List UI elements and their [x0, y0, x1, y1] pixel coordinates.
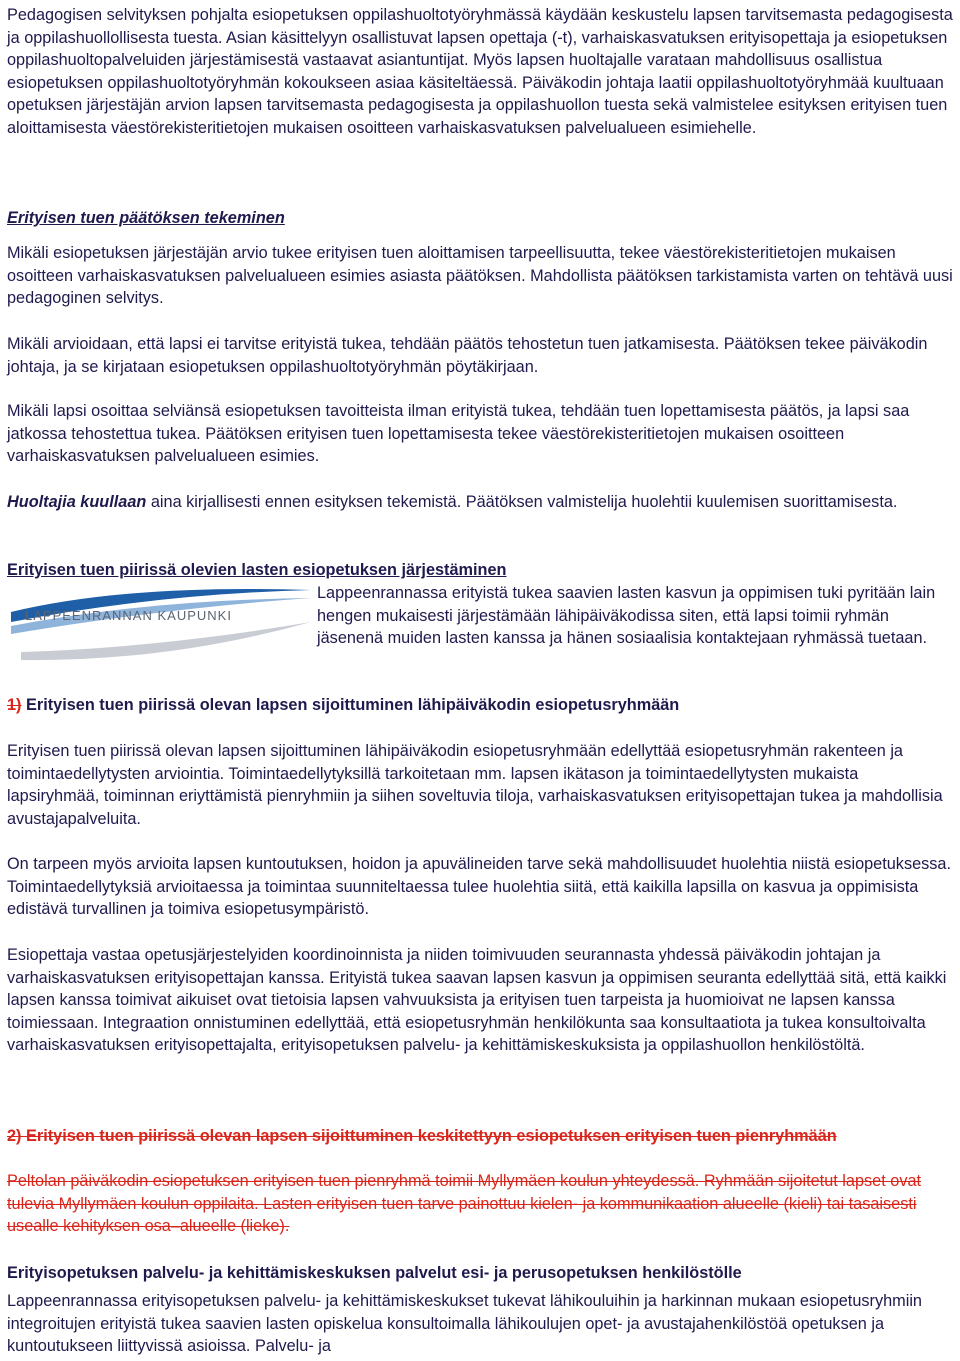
placement1-paragraph-1: Erityisen tuen piirissä olevan lapsen sijoittuminen lähipäiväkodin esiopetusryhmään edellyttää esiopetusryhmän rakenteen ja toimintaedellytysten arviointia. Toimintaedellytyksillä tarkoitetaan mm. lapsen ikätason ja toimintaedellytysten mukaista lapsiryhmää, toiminnan eriyttämistä pienryhmiin ja siihen soveltuvia tiloja, varhaiskasvatuksen erityisopettajan tukea ja mahdollisia avustajapalveluita.	[7, 742, 943, 828]
decision-paragraph-2: Mikäli arvioidaan, että lapsi ei tarvitse erityistä tukea, tehdään päätös tehostetun tuen jatkamisesta. Päätöksen tekee päiväkodin johtaja, ja se kirjataan esiopetuksen oppilashuoltotyöryhmän pöytäkirjaan.	[7, 335, 928, 376]
city-logo-graphic	[7, 582, 315, 670]
decision-paragraph-1: Mikäli esiopetuksen järjestäjän arvio tukee erityisen tuen aloittamisen tarpeellisuutta, tekee väestörekisteritietojen mukaisen osoitteen varhaiskasvatuksen palvelualueen esimies asiasta päätöksen. Mahdollista päätöksen tarkistamista varten on tehtävä uusi pedagoginen selvitys.	[7, 244, 953, 308]
guardians-heard-emphasis: Huoltajia kuullaan	[7, 493, 147, 511]
services-paragraph-1: Lappeenrannassa erityisopetuksen palvelu- ja kehittämiskeskukset tukevat lähikouluihin ja harkinnan mukaan esiopetusryhmiin integroitujen erityistä tukea saavien lasten opiskelua konsultoimalla lähikoulujen opet- ja avustajahenkilöstöä opetuksen ja kuntoutukseen liittyvissä asioissa. Palvelu- ja	[7, 1292, 922, 1356]
placement2-paragraph-1: Peltolan päiväkodin esiopetuksen erityisen tuen pienryhmä toimii Myllymäen koulun yhteydessä. Ryhmään sijoitetut lapset ovat tulevia Myllymäen koulun oppilaita. Lasten erityisen tuen tarve painottuu kielen- ja kommunikaation alueelle (kieli) tai tasaisesti usealle kehityksen osa–alueelle (lieke).	[7, 1172, 922, 1236]
heading-placement-2: 2) Erityisen tuen piirissä olevan lapsen sijoittuminen keskitettyyn esiopetuksen erityisen tuen pienryhmään	[7, 1127, 837, 1145]
decision-paragraph-4-text: aina kirjallisesti ennen esityksen tekemistä. Päätöksen valmistelija huolehtii kuulemisen suorittamisesta.	[146, 493, 898, 511]
heading-arrangement: Erityisen tuen piirissä olevien lasten esiopetuksen järjestäminen	[7, 561, 507, 579]
arrangement-side-text: Lappeenrannassa erityistä tukea saavien lasten kasvun ja oppimisen tuki pyritään lain hengen mukaisesti järjestämään lähipäiväkodissa siten, että lapsi toimii ryhmän jäsenenä muiden lasten kanssa ja hänen sosiaalisia kontaktejaan ryhmässä tuetaan.	[317, 584, 936, 648]
city-logo	[7, 582, 315, 670]
heading-decision: Erityisen tuen päätöksen tekeminen	[7, 209, 285, 227]
heading-placement-1-text: Erityisen tuen piirissä olevan lapsen sijoittuminen lähipäiväkodin esiopetusryhmään	[21, 696, 680, 714]
heading-services: Erityisopetuksen palvelu- ja kehittämiskeskuksen palvelut esi- ja perusopetuksen henkilöstölle	[7, 1264, 742, 1282]
placement1-paragraph-2: On tarpeen myös arvioita lapsen kuntoutuksen, hoidon ja apuvälineiden tarve sekä mahdollisuudet huolehtia niistä esiopetuksessa. Toimintaedellytyksiä arvioitaessa ja toimintaa suunniteltaessa tulee huolehtia siitä, että kaikilla lapsilla on kasvua ja oppimisista edistävä turvallinen ja toimiva esiopetusympäristö.	[7, 855, 952, 919]
decision-paragraph-4	[7, 491, 955, 514]
intro-paragraph: Pedagogisen selvityksen pohjalta esiopetuksen oppilashuoltotyöryhmässä käydään keskustelu lapsen tarvitsemasta pedagogisesta ja oppilashuollollisesta tuesta. Asian käsittelyyn osallistuvat lapsen opettaja (-t), varhaiskasvatuksen erityisopettaja ja esiopetuksen oppilashuoltopalveluiden järjestämisestä vastaavat asiantuntijat. Myös lapsen huoltajalle varataan mahdollisuus osallistua esiopetuksen oppilashuoltotyöryhmän kokoukseen asiaa käsiteltäessä. Päiväkodin johtaja laatii oppilashuoltotyöryhmää kuultuaan opetuksen järjestäjän arvion lapsen tarvitsemasta pedagogisesta ja oppilashuollon tuesta sekä valmistelee esityksen erityisen tuen aloittamisesta väestörekisteritietojen mukaisen osoitteen varhaiskasvatuksen palvelualueen esimiehelle.	[7, 6, 953, 137]
placement1-paragraph-3: Esiopettaja vastaa opetusjärjestelyiden koordinoinnista ja niiden toimivuuden seurannasta yhdessä päiväkodin johtajan ja varhaiskasvatuksen erityisopettajan kanssa. Erityistä tukea saavan lapsen kasvun ja oppimisen seuranta edellyttää sitä, että kaikki lapsen kanssa toimivat aikuiset ovat tietoisia lapsen vahvuuksista ja erityisen tuen tarpeista ja huomioivat ne lapsen kanssa toimiessaan. Integraation onnistuminen edellyttää, että esiopetusryhmän henkilökunta saa konsultaatiota ja tukea konsultoivalta varhaiskasvatuksen erityisopettajalta, erityisopetuksen palvelu- ja kehittämiskeskuksista ja oppilashuollon henkilöstöltä.	[7, 946, 947, 1055]
heading-placement-1-number: 1)	[7, 696, 22, 714]
decision-paragraph-3: Mikäli lapsi osoittaa selviänsä esiopetuksen tavoitteista ilman erityistä tukea, tehdään tuen lopettamisesta päätös, ja lapsi saa jatkossa tehostettua tukea. Päätöksen erityisen tuen lopettamisesta tekee väestörekisteritietojen mukaisen osoitteen varhaiskasvatuksen palvelualueen esimies.	[7, 402, 910, 466]
logo-text: LAPPEENRANNAN KAUPUNKI	[25, 608, 232, 623]
heading-placement-1	[7, 694, 955, 717]
